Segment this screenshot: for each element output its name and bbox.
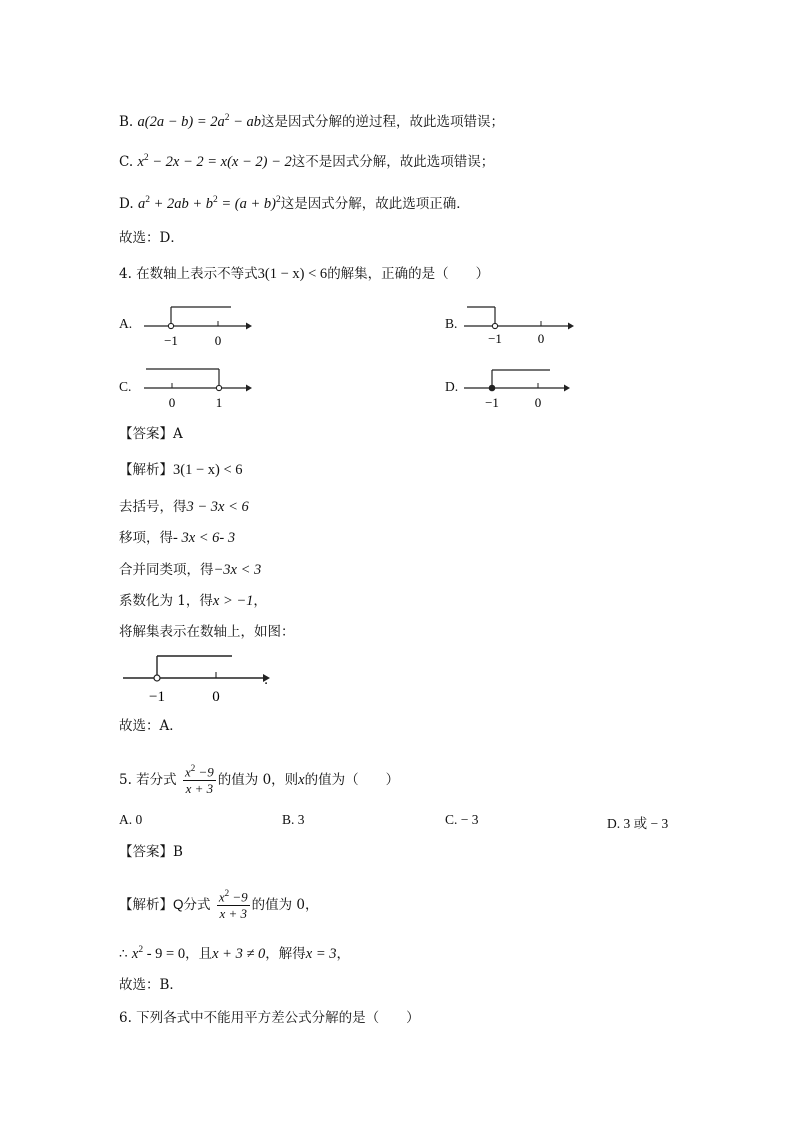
step-1: 去括号，得3 − 3x < 6 — [119, 499, 249, 515]
tick-label: −1 — [485, 395, 499, 410]
tick-label: 0 — [168, 395, 176, 410]
answer-choice-3: 故选：D． — [119, 230, 184, 246]
answer-4: 【答案】A — [119, 426, 183, 442]
analysis-4: 【解析】3(1 − x) < 6 — [119, 462, 243, 478]
step-2: 移项，得- 3x < 6- 3 — [119, 530, 236, 546]
question-6: 6. 下列各式中不能用平方差公式分解的是（ ） — [119, 1010, 420, 1026]
question-4: 4. 在数轴上表示不等式3(1 − x) < 6的解集，正确的是（ ） — [119, 266, 490, 282]
option-c-explanation: C. $x^2 - 2x - 2 = x(x - 2) - 2$这不是因式分解，故此选项错误； — [119, 153, 495, 170]
q5-option-c: C. − 3 — [445, 812, 479, 827]
q5-option-d: D. 3 或 − 3 — [607, 816, 669, 831]
step-3: 合并同类项，得−3x < 3 — [119, 562, 262, 578]
tick-label: −1 — [488, 331, 502, 346]
tick-label: 0 — [212, 689, 220, 705]
option-b-explanation: B. $a(2a - b) = 2a^2$ − ab这是因式分解的逆过程，故此选项错误； — [119, 113, 505, 130]
figure-period: ． — [264, 672, 278, 688]
step-4: 系数化为 1，得x > −1， — [119, 593, 267, 609]
tick-label: −1 — [149, 689, 165, 705]
option-d-explanation: D. $a^2 + 2ab + b^2 = (a + b)^2$这是因式分解，故此选项正确． — [119, 195, 470, 212]
analysis-5: 【解析】Q分式 $\frac{x^2 -9}{x + 3}$ 的值为 0， — [119, 887, 319, 924]
analysis-5-fraction: $\frac{x^2 -9}{x + 3}$ — [217, 885, 250, 922]
tick-label: 1 — [215, 395, 223, 410]
q5-option-b: B. 3 — [282, 812, 305, 827]
q4-option-b-numberline — [462, 298, 578, 350]
q4-option-c-label: C. — [119, 379, 132, 394]
q4-option-a-label: A. — [119, 316, 133, 331]
q4-option-b-label: B. — [445, 316, 458, 331]
tick-label: 0 — [537, 331, 545, 346]
answer-choice-4: 故选：A． — [119, 718, 183, 734]
q4-option-c-numberline — [142, 362, 256, 414]
tick-label: −1 — [164, 333, 178, 348]
question-5: 5. 若分式 $\frac{x^2 -9}{x + 3}$ 的值为 0，则x的值为（ ） — [119, 762, 399, 799]
solution-numberline — [120, 650, 280, 708]
tick-label: 0 — [214, 333, 222, 348]
q4-option-a-numberline — [142, 298, 254, 350]
q4-option-d-numberline — [462, 362, 574, 414]
answer-5: 【答案】B — [119, 844, 183, 860]
step-5: 将解集表示在数轴上，如图： — [119, 624, 295, 640]
answer-choice-5: 故选：B． — [119, 977, 183, 993]
tick-label: 0 — [534, 395, 542, 410]
q4-option-d-label: D. — [445, 379, 459, 394]
analysis-5-step: ∴ $x^2 - 9 = 0$，且x + 3 ≠ 0，解得x = 3， — [119, 945, 351, 962]
q5-fraction: $\frac{x^2 -9}{x + 3}$ — [183, 760, 216, 797]
q5-option-a: A. 0 — [119, 812, 143, 827]
